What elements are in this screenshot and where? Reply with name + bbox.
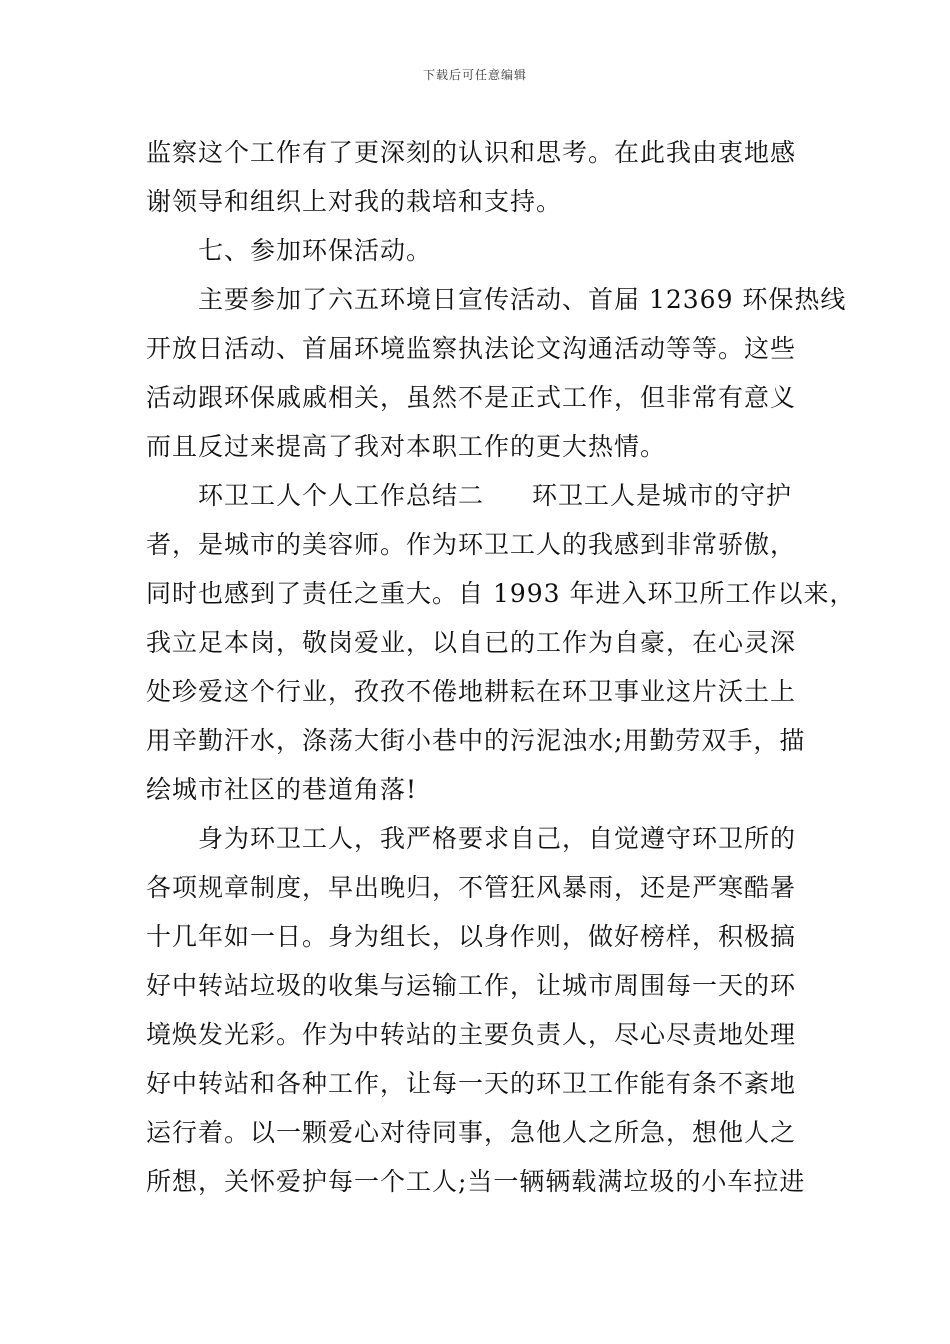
text-line: 活动跟环保戚戚相关，虽然不是正式工作，但非常有意义	[146, 383, 797, 412]
section-heading	[146, 226, 816, 275]
text-line: 境焕发光彩。作为中转站的主要负责人，尽心尽责地处理	[146, 1020, 797, 1049]
page-header: 下载后可任意编辑	[422, 68, 527, 82]
text-line: 监察这个工作有了更深刻的认识和思考。在此我由衷地感	[146, 138, 797, 167]
text-line: 处珍爱这个行业，孜孜不倦地耕耘在环卫事业这片沃土上	[146, 677, 797, 706]
summary-title: 环卫工人个人工作总结二	[198, 481, 485, 510]
text-line: 十几年如一日。身为组长，以身作则，做好榜样，积极搞	[146, 922, 797, 951]
text-line: 我立足本岗，敬岗爱业，以自已的工作为自豪，在心灵深	[146, 628, 797, 657]
text-line: 好中转站垃圾的收集与运输工作，让城市周围每一天的环	[146, 971, 797, 1000]
text-fragment: 环卫工人是城市的守护	[532, 481, 793, 510]
text-line: 同时也感到了责任之重大。自 1993 年进入环卫所工作以来，	[146, 579, 856, 608]
text-line: 所想，关怀爱护每一个工人;当一辆辆载满垃圾的小车拉进	[146, 1167, 806, 1196]
text-line	[146, 471, 816, 520]
text-line: 运行着。以一颗爱心对待同事，急他人之所急，想他人之	[146, 1118, 797, 1147]
text-line: 七、参加环保活动。	[198, 236, 433, 265]
text-line: 开放日活动、首届环境监察执法论文沟通活动等等。这些	[146, 334, 797, 363]
paragraph-gratitude	[146, 128, 816, 226]
text-line: 各项规章制度，早出晚归，不管狂风暴雨，还是严寒酷暑	[146, 873, 797, 902]
text-line: 者，是城市的美容师。作为环卫工人的我感到非常骄傲，	[146, 530, 797, 559]
paragraph-summary-two	[146, 471, 856, 814]
text-line: 身为环卫工人，我严格要求自己，自觉遵守环卫所的	[198, 824, 797, 853]
text-line: 而且反过来提高了我对本职工作的更大热情。	[146, 432, 667, 461]
text-line: 主要参加了六五环境日宣传活动、首届 12369 环保热线	[198, 285, 847, 314]
paragraph-activities	[146, 275, 847, 471]
document-body	[146, 128, 856, 1206]
text-line: 绘城市社区的巷道角落!	[146, 775, 418, 804]
text-line: 谢领导和组织上对我的栽培和支持。	[146, 187, 563, 216]
text-line: 好中转站和各种工作，让每一天的环卫工作能有条不紊地	[146, 1069, 797, 1098]
paragraph-duties	[146, 814, 816, 1206]
text-line: 用辛勤汗水，涤荡大街小巷中的污泥浊水;用勤劳双手，描	[146, 726, 806, 755]
